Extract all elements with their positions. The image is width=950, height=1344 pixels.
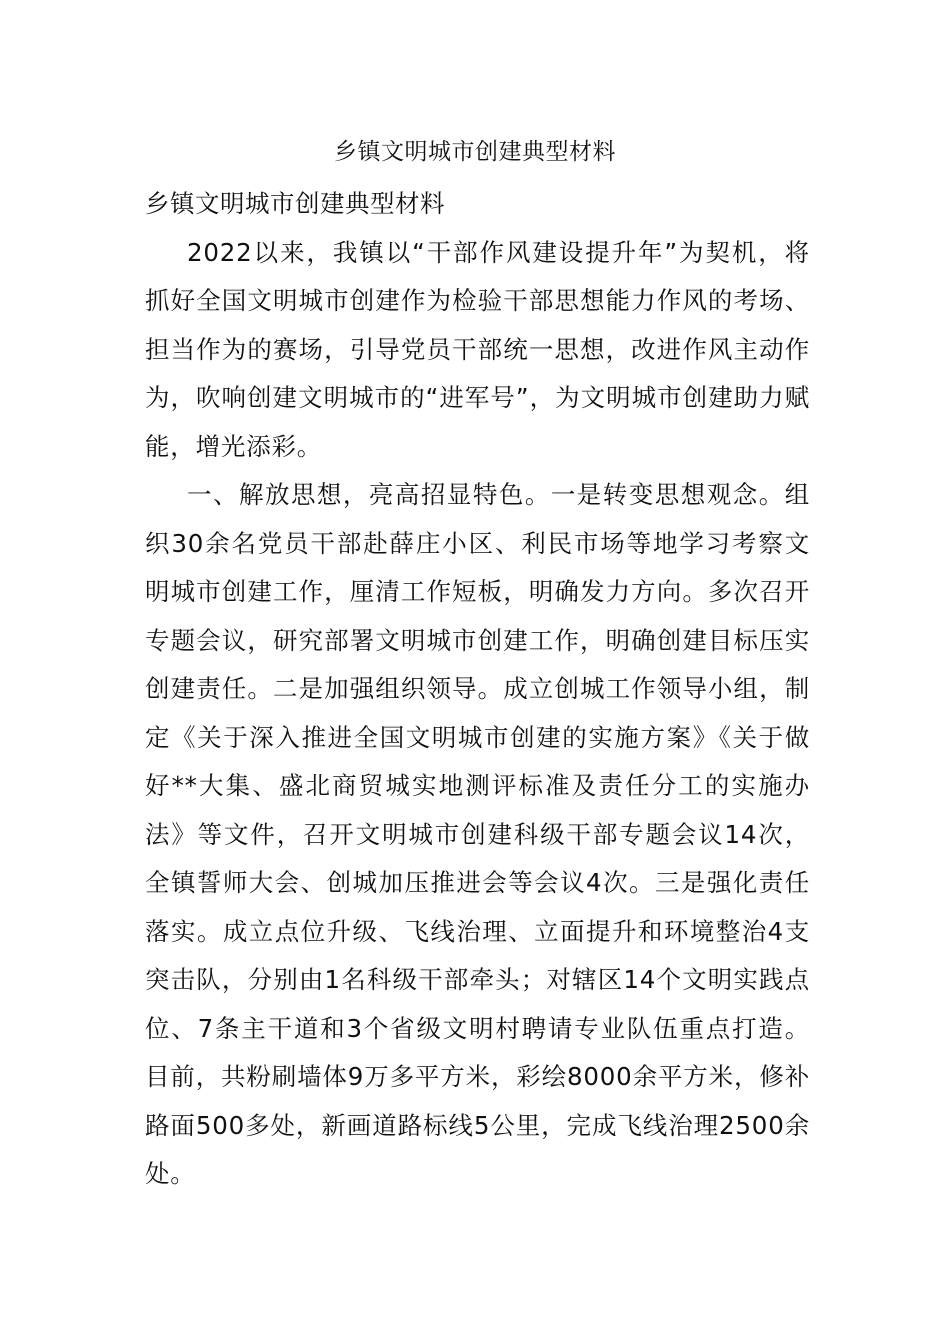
paragraph-section-one: 一、解放思想，亮高招显特色。一是转变思想观念。组织30余名党员干部赴薛庄小区、利民市场等地学习考察文明城市创建工作，厘清工作短板，明确发力方向。多次召开专题会议，研究部署文明城市创建工作，明确创建目标压实创建责任。二是加强组织领导。成立创城工作领导小组，制定《关于深入推进全国文明城市创建的实施方案》《关于做好**大集、盛北商贸城实地测评标准及责任分工的实施办法》等文件，召开文明城市创建科级干部专题会议14次，全镇誓师大会、创城加压推进会等会议4次。三是强化责任落实。成立点位升级、飞线治理、立面提升和环境整治4支突击队，分别由1名科级干部牵头；对辖区14个文明实践点位、7条主干道和3个省级文明村聘请专业队伍重点打造。目前，共粉刷墙体9万多平方米，彩绘8000余平方米，修补路面500多处，新画道路标线5公里，完成飞线治理2500余处。 <box>145 480 810 1188</box>
document-subtitle: 乡镇文明城市创建典型材料 <box>145 189 445 218</box>
paragraph-intro: 2022以来，我镇以“干部作风建设提升年”为契机，将抓好全国文明城市创建作为检验干部思想能力作风的考场、担当作为的赛场，引导党员干部统一思想，改进作风主动作为，吹响创建文明城市的“进军号”，为文明城市创建助力赋能，增光添彩。 <box>145 237 810 461</box>
document-title: 乡镇文明城市创建典型材料 <box>334 139 616 165</box>
document-body <box>145 180 810 1199</box>
